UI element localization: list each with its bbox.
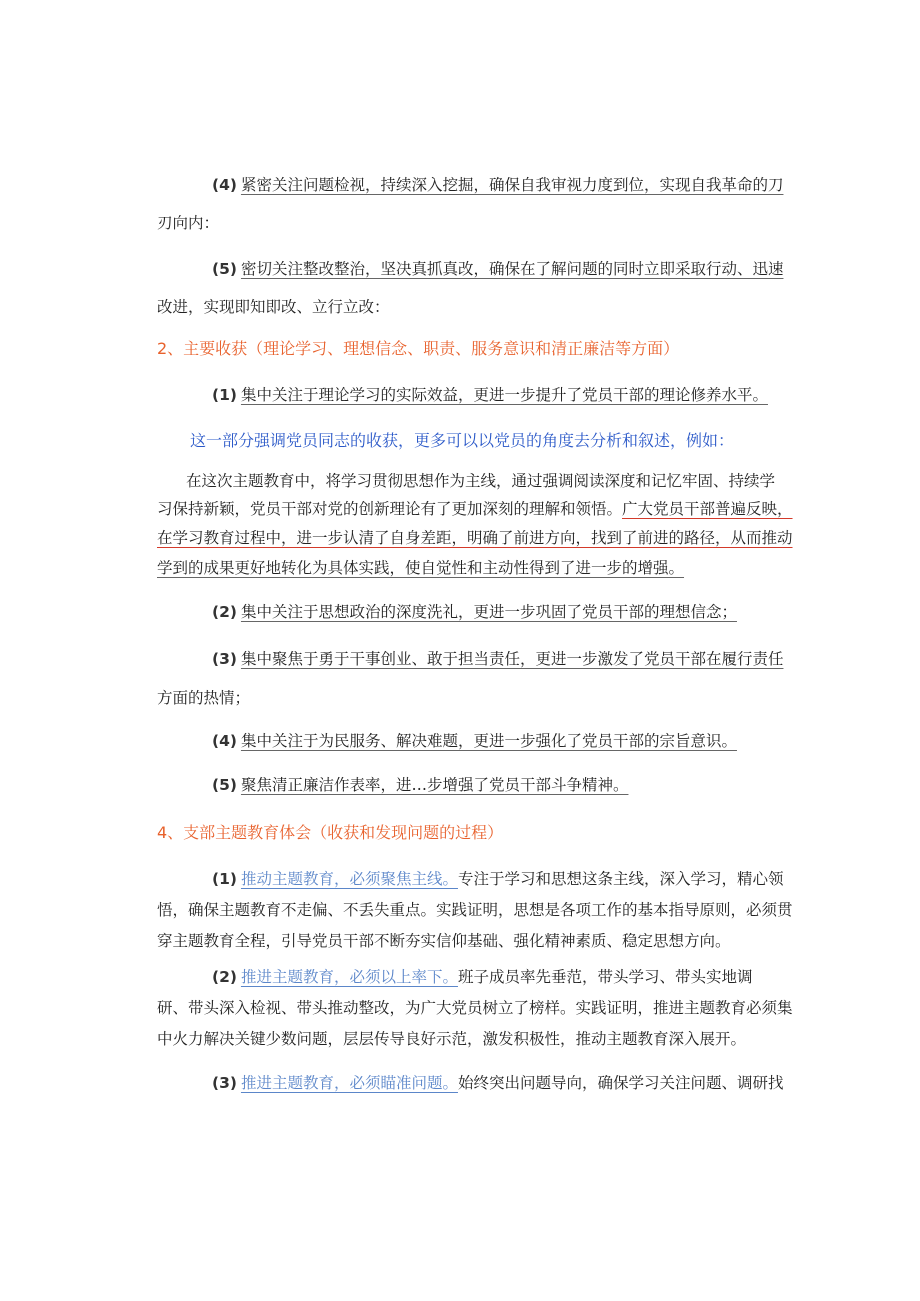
item-link[interactable]: 推动主题教育，必须聚焦主线。 — [240, 870, 458, 888]
paragraph-text-highlight: 在学习教育过程中，进一步认清了自身差距，明确了前进方向，找到了前进的路径，从而推动 — [157, 529, 793, 547]
item-text: 密切关注整改整治，坚决真抓真改，确保在了解问题的同时立即采取行动、迅速 — [240, 260, 784, 278]
paragraph-line — [0, 498, 920, 520]
list-item-continuation — [0, 930, 920, 952]
list-item-continuation — [0, 1028, 920, 1050]
paragraph-text-highlight: 广大党员干部普遍反映， — [622, 500, 793, 518]
list-item — [0, 774, 920, 796]
item-link[interactable]: 推进主题教育，必须以上率下。 — [240, 968, 458, 986]
item-number: (1) — [212, 870, 237, 888]
paragraph-line — [0, 527, 920, 549]
list-item — [0, 868, 920, 890]
item-text: 悟，确保主题教育不走偏、不丢失重点。实践证明，思想是各项工作的基本指导原则，必须贯 — [157, 901, 793, 919]
section-heading: 2、主要收获（理论学习、理想信念、职责、服务意识和清正廉洁等方面） — [157, 339, 680, 358]
list-item — [0, 601, 920, 623]
item-link[interactable]: 推进主题教育，必须瞄准问题。 — [240, 1074, 458, 1092]
list-item-continuation — [0, 899, 920, 921]
list-item — [0, 648, 920, 670]
list-item — [0, 730, 920, 752]
paragraph-text: 学到的成果更好地转化为具体实践，使自觉性和主动性得到了进一步的增强。 — [157, 559, 685, 577]
item-number: (1) — [212, 386, 237, 404]
item-number: (3) — [212, 650, 237, 668]
item-text: 中火力解决关键少数问题，层层传导良好示范，激发积极性，推动主题教育深入展开。 — [157, 1030, 747, 1048]
item-text: 紧密关注问题检视，持续深入挖掘，确保自我审视力度到位，实现自我革命的刀 — [240, 176, 784, 194]
item-text: 集中关注于为民服务、解决难题，更进一步强化了党员干部的宗旨意识。 — [240, 732, 737, 750]
item-text: 改进，实现即知即改、立行立改： — [157, 298, 390, 316]
item-text: 刃向内： — [157, 214, 220, 232]
item-text: 方面的热情； — [157, 689, 251, 707]
list-item-continuation — [0, 212, 920, 234]
item-text: 班子成员率先垂范，带头学习、带头实地调 — [457, 968, 753, 986]
item-number: (4) — [212, 176, 237, 194]
item-number: (4) — [212, 732, 237, 750]
item-number: (3) — [212, 1074, 237, 1092]
item-text: 聚焦清正廉洁作表率，进…步增强了党员干部斗争精神。 — [240, 776, 629, 794]
list-item — [0, 258, 920, 280]
item-text: 集中关注于理论学习的实际效益，更进一步提升了党员干部的理论修养水平。 — [240, 386, 768, 404]
paragraph-line — [0, 470, 920, 492]
item-text: 始终突出问题导向，确保学习关注问题、调研找 — [457, 1074, 784, 1092]
item-text: 集中聚焦于勇于干事创业、敢于担当责任，更进一步激发了党员干部在履行责任 — [240, 650, 784, 668]
item-text: 研、带头深入检视、带头推动整改，为广大党员树立了榜样。实践证明，推进主题教育必须集 — [157, 999, 793, 1017]
item-text: 穿主题教育全程，引导党员干部不断夯实信仰基础、强化精神素质、稳定思想方向。 — [157, 932, 731, 950]
list-item-continuation — [0, 997, 920, 1019]
item-text: 集中关注于思想政治的深度洗礼，更进一步巩固了党员干部的理想信念； — [240, 603, 737, 621]
item-number: (5) — [212, 260, 237, 278]
list-item — [0, 174, 920, 196]
paragraph-line — [0, 557, 920, 579]
list-item-continuation — [0, 296, 920, 318]
paragraph-text: 在这次主题教育中，将学习贯彻思想作为主线，通过强调阅读深度和记忆牢固、持续学 — [186, 472, 776, 490]
editor-note: 这一部分强调党员同志的收获，更多可以以党员的角度去分析和叙述，例如： — [190, 431, 735, 450]
list-item-continuation — [0, 687, 920, 709]
item-text: 专注于学习和思想这条主线，深入学习，精心领 — [457, 870, 784, 888]
section-heading: 4、支部主题教育体会（收获和发现问题的过程） — [157, 823, 504, 842]
item-number: (2) — [212, 968, 237, 986]
list-item — [0, 966, 920, 988]
item-number: (5) — [212, 776, 237, 794]
paragraph-text: 习保持新颖，党员干部对党的创新理论有了更加深刻的理解和领悟。 — [157, 500, 623, 518]
list-item — [0, 1072, 920, 1094]
item-number: (2) — [212, 603, 237, 621]
list-item — [0, 384, 920, 406]
